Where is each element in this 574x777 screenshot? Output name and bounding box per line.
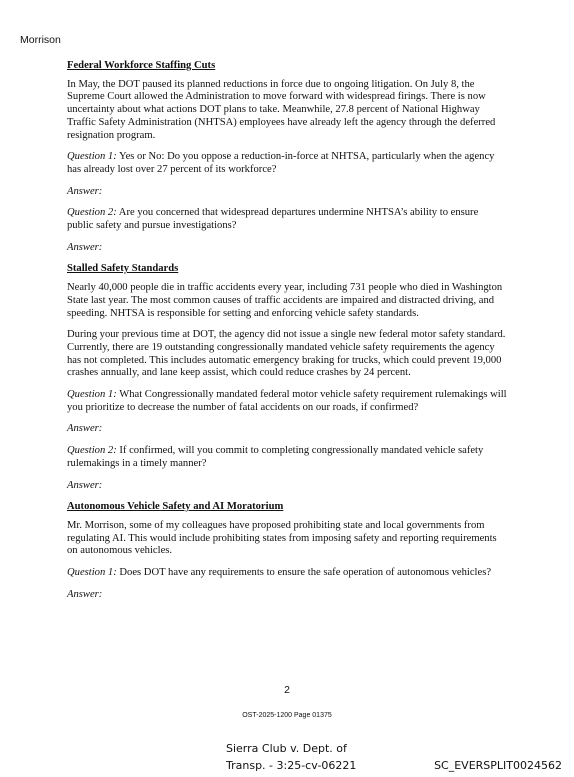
- section-heading: Federal Workforce Staffing Cuts: [67, 60, 216, 71]
- section-intro: Nearly 40,000 people die in traffic accidents every year, including 731 people who died in Washington State last year. The most common causes of traffic accidents are impaired and distracted driving, and speeding. NHTSA is responsible for setting and enforcing vehicle safety standards.: [67, 282, 503, 319]
- question-1: [67, 567, 507, 580]
- section-intro: In May, the DOT paused its planned reductions in force due to ongoing litigation. On July 8, the Supreme Court allowed the Administration to move forward with widespread firings. There is now uncertainty about what actions DOT plans to take. Meanwhile, 27.8 percent of National Highway Traffic Safety Administration (NHTSA) employees have already left the agency through the deferred resignation program.: [67, 78, 496, 141]
- question-2: [67, 207, 507, 232]
- section-autonomous-vehicles: [67, 501, 507, 601]
- answer-label: Answer:: [67, 241, 103, 253]
- section-intro: Mr. Morrison, some of my colleagues have proposed prohibiting state and local governments from regulating AI. This would include prohibiting states from imposing safety and reporting requirements on autonomous vehicles.: [67, 519, 497, 557]
- question-1: [67, 389, 507, 414]
- section-heading: Stalled Safety Standards: [67, 263, 179, 275]
- answer-label: Answer:: [67, 423, 103, 435]
- document-body: [67, 60, 507, 611]
- bates-stamp: OST-2025-1200 Page 01375: [242, 712, 332, 719]
- question-1: [67, 151, 507, 176]
- question-text: Does DOT have any requirements to ensure the safe operation of autonomous vehicles?: [116, 567, 492, 579]
- question-label: Question 2:: [67, 207, 117, 219]
- answer-label: Answer:: [67, 588, 103, 600]
- answer-label: Answer:: [67, 185, 103, 197]
- document-control-id: SC_EVERSPLIT0024562: [434, 759, 562, 772]
- answer-label: Answer:: [67, 479, 103, 491]
- question-label: Question 2:: [67, 445, 117, 457]
- question-text: Yes or No: Do you oppose a reduction-in-force at NHTSA, particularly when the agency has already lost over 27 percent of its workforce?: [67, 151, 495, 175]
- question-2: [67, 445, 507, 470]
- question-text: Are you concerned that widespread departures undermine NHTSA’s ability to ensure public safety and pursue investigations?: [67, 207, 479, 232]
- running-header-name: Morrison: [20, 34, 61, 46]
- section-safety-standards: [67, 263, 507, 492]
- case-caption-line-1: Sierra Club v. Dept. of: [226, 742, 347, 755]
- question-label: Question 1:: [67, 389, 117, 401]
- section-intro-2: During your previous time at DOT, the agency did not issue a single new federal motor safety standard. Currently, there are 19 outstanding congressionally mandated vehicle safety requirements the agency has not completed. This includes automatic emergency braking for trucks, which could prevent 19,000 crashes annually, and lane keep assist, which could reduce crashes by 24 percent.: [67, 329, 506, 379]
- case-caption-line-2: Transp. - 3:25-cv-06221: [226, 759, 357, 772]
- page-number: 2: [284, 684, 290, 696]
- question-label: Question 1:: [67, 151, 117, 163]
- section-heading: Autonomous Vehicle Safety and AI Moratorium: [67, 501, 284, 513]
- question-text: If confirmed, will you commit to completing congressionally mandated vehicle safety rulemakings in a timely manner?: [67, 445, 484, 469]
- case-caption: [226, 740, 356, 774]
- section-workforce-cuts: [67, 60, 507, 254]
- question-text: What Congressionally mandated federal motor vehicle safety requirement rulemakings will you prioritize to decrease the number of fatal accidents on our roads, if confirmed?: [67, 389, 507, 413]
- question-label: Question 1:: [67, 567, 117, 579]
